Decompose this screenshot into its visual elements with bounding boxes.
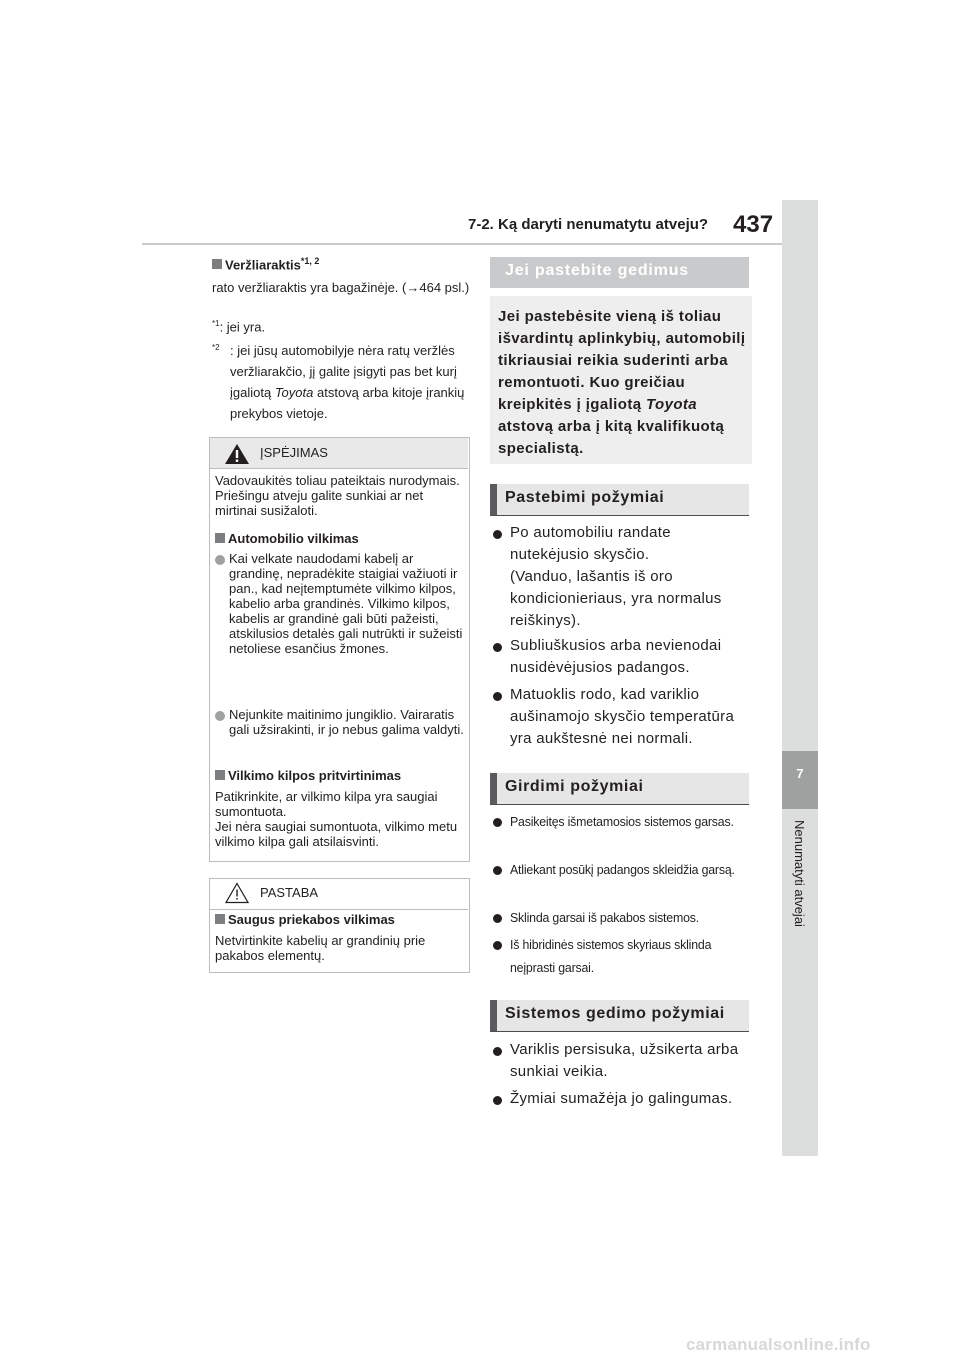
towing-bullet-2: Nejunkite maitinimo jungiklio. Vairaratis gali užsirakinti, ir jo nebus galima valdyti. — [229, 707, 464, 737]
audible-sign-2: Atliekant posūkį padangos skleidžia garsą. — [510, 862, 735, 877]
wrench-heading: Veržliaraktis$^{*1, 2}$ — [212, 256, 319, 272]
square-bullet-icon — [212, 259, 222, 269]
tow-eye-text: Patikrinkite, ar vilkimo kilpa yra saugiai sumontuota. Jei nėra saugiai sumontuota, vilkimo metu vilkimo kilpa gali atsilaisvinti. — [215, 789, 458, 849]
page-number: 437 — [733, 211, 774, 238]
warning-title: ĮSPĖJIMAS — [260, 445, 328, 460]
audible-sign-4: Iš hibridinės sistemos skyriaus sklinda neįprasti garsai. — [510, 937, 712, 975]
audible-sign-3: Sklinda garsai iš pakabos sistemos. — [510, 910, 699, 925]
bullet-icon — [493, 530, 502, 539]
watermark: carmanualsonline.info — [686, 1335, 871, 1354]
chapter-tab — [782, 200, 818, 1156]
bullet-icon — [493, 866, 502, 875]
wrench-text: rato veržliaraktis yra bagažinėje. (→464 psl.) — [212, 280, 470, 295]
header-divider — [142, 243, 782, 245]
warning-intro: Vadovaukitės toliau pateiktais nurodymais. Priešingu atveju galite sunkiai ar net mirtinai susižaloti. — [215, 473, 460, 518]
intro-text: Jei pastebėsite vieną iš toliau išvardintų aplinkybių, automobilį tikriausiai reikia suderinti arba remontuoti. Kuo greičiau kreipkitės į įgaliotą Toyota atstovą arba į kitą kvalifikuotą specialistą. — [498, 308, 746, 457]
bullet-icon — [493, 914, 502, 923]
system-sign-2: Žymiai sumažėja jo galingumas. — [510, 1090, 733, 1107]
footnote-2-text: : jei jūsų automobilyje nėra ratų veržlės veržliarakčio, jį galite įsigyti pas bet kurį įgaliotą Toyota atstovą arba kitoje įrankių prekybos vietoje. — [230, 343, 465, 421]
visible-signs-heading: Pastebimi požymiai — [505, 489, 665, 506]
footnote-1: $^{*1}$: jei yra. — [212, 319, 266, 335]
bullet-icon — [493, 643, 502, 652]
square-bullet-icon — [215, 533, 225, 543]
bullet-icon — [493, 941, 502, 950]
bullet-icon — [493, 692, 502, 701]
tow-eye-heading: Vilkimo kilpos pritvirtinimas — [215, 768, 401, 783]
system-signs-heading: Sistemos gedimo požymiai — [505, 1005, 725, 1022]
caution-triangle-icon — [225, 882, 249, 904]
audible-signs-heading: Girdimi požymiai — [505, 778, 644, 795]
system-sign-1: Variklis persisuka, užsikerta arba sunkiai veikia. — [510, 1041, 739, 1080]
section-title-label: Jei pastebite gedimus — [505, 262, 689, 279]
towing-bullet-1: Kai velkate naudodami kabelį ar grandinę, nepradėkite staigiai važiuoti ir pan., kad neįtemptumėte vilkimo kilpos, kabelio arba grandinės. Vilkimo kilpos, kabelis ar grandinė gali būti pažeisti, atskilusios detalės gali nutrūkti ir sužeisti netoliese esančius žmones. — [229, 551, 463, 656]
footnote-2-mark: *2 — [212, 343, 220, 352]
bullet-icon — [215, 555, 225, 565]
trailer-heading: Saugus priekabos vilkimas — [215, 912, 395, 927]
bullet-icon — [493, 818, 502, 827]
warning-triangle-icon — [224, 443, 250, 465]
square-bullet-icon — [215, 770, 225, 780]
audible-sign-1: Pasikeitęs išmetamosios sistemos garsas. — [510, 814, 734, 829]
visible-sign-2: Subliuškusios arba nevienodai nusidėvėjusios padangos. — [510, 637, 722, 676]
bullet-icon — [493, 1096, 502, 1105]
note-title: PASTABA — [260, 885, 319, 900]
visible-sign-1: Po automobiliu randate nutekėjusio skysčio. (Vanduo, lašantis iš oro kondicionieriaus, yra normalus reiškinys). — [510, 524, 722, 629]
chapter-number: 7 — [796, 766, 804, 781]
square-bullet-icon — [215, 914, 225, 924]
bullet-icon — [215, 711, 225, 721]
visible-sign-3: Matuoklis rodo, kad variklio aušinamojo skysčio temperatūra yra aukštesnė nei normali. — [510, 686, 735, 747]
section-title: 7-2. Ką daryti nenumatytu atveju? — [468, 216, 709, 233]
towing-heading: Automobilio vilkimas — [215, 531, 359, 546]
bullet-icon — [493, 1047, 502, 1056]
trailer-text: Netvirtinkite kabelių ar grandinių prie pakabos elementų. — [215, 933, 426, 963]
chapter-label: Nenumatyti atvejai — [792, 820, 807, 927]
